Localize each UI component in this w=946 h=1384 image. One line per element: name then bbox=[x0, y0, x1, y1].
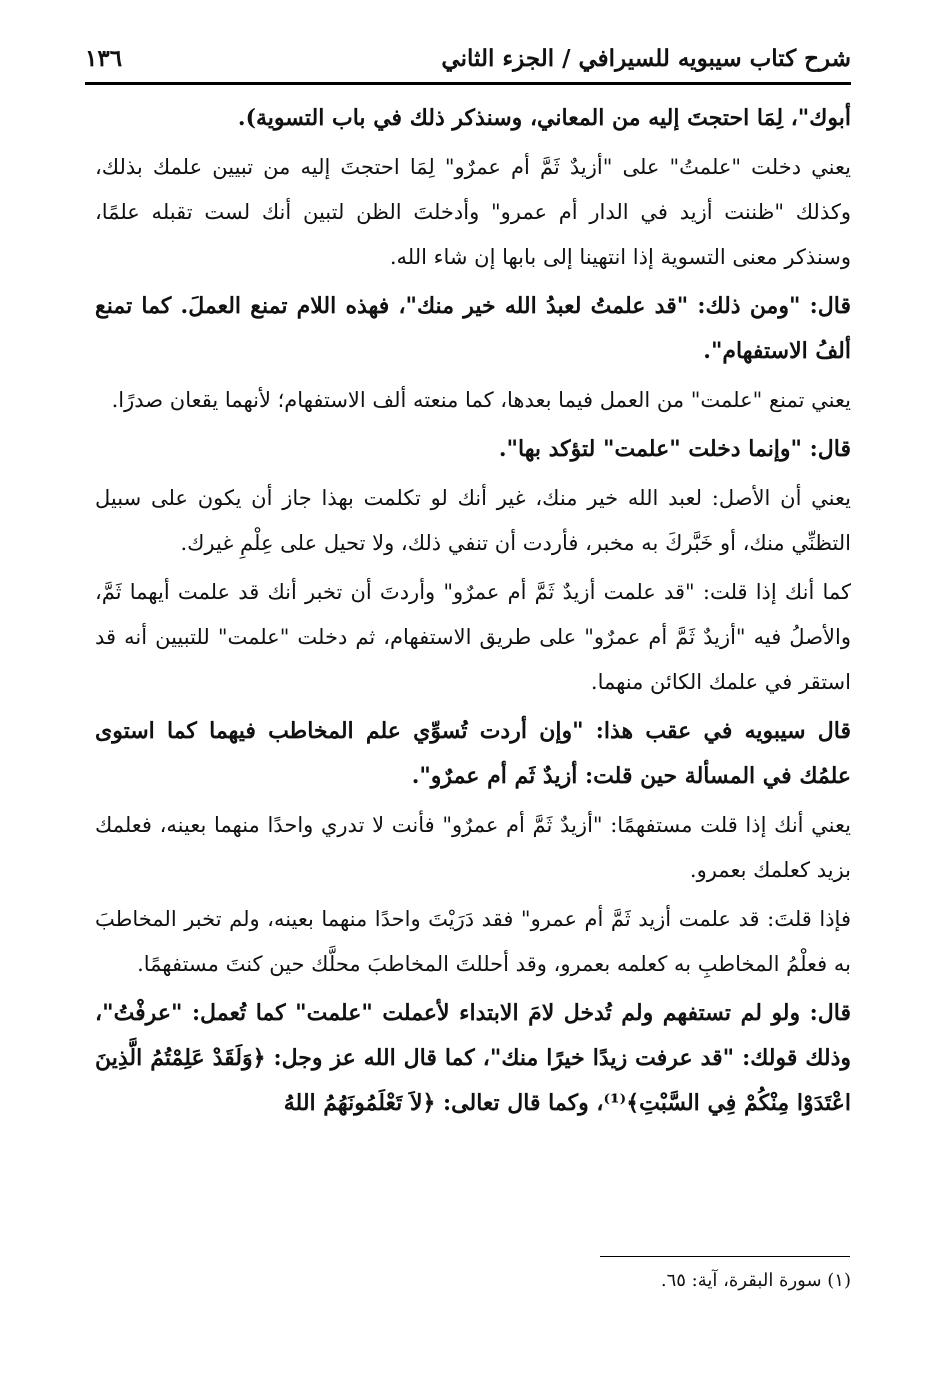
paragraph: يعني دخلت "علمتُ" على "أزيدٌ ثَمَّ أم عمرٌو" لِمَا احتجتَ إليه من تبيين علمك بذلك، وكذلك "ظننت أزيد في الدار أم عمرو" وأدخلتَ الظن لتبين أنك لست تقبله علمًا، وسنذكر معنى التسوية إذا انتهينا إلى بابها إن شاء الله. bbox=[95, 155, 851, 269]
paragraph: فإذا قلتَ: قد علمت أزيد ثَمَّ أم عمرو" فقد دَرَيْتَ واحدًا منهما بعينه، ولم تخبر المخاطبَ به فعلْمُ المخاطبِ به كعلمه بعمرو، وقد أحللتَ المخاطبَ محلَّك حين كنتَ مستفهمًا. bbox=[95, 907, 851, 976]
header-rule bbox=[85, 82, 851, 85]
paragraph: يعني أن الأصل: لعبد الله خير منك، غير أنك لو تكلمت بهذا جاز أن يكون على سبيل التظنِّي منك، أو خَبَّركَ به مخبر، فأردت أن تنفي ذلك، ولا تحيل على عِلْمِ غيرك. bbox=[95, 486, 851, 555]
paragraph: يعني أنك إذا قلت مستفهمًا: "أزيدٌ ثَمَّ أم عمرٌو" فأنت لا تدري واحدًا منهما بعينه، فعلمك بزيد كعلمك بعمرو. bbox=[95, 813, 851, 882]
page-number: ١٣٦ bbox=[85, 44, 123, 72]
running-header bbox=[85, 36, 851, 80]
paragraph: أبوك"، لِمَا احتجتَ إليه من المعاني، وسنذكر ذلك في باب التسوية). bbox=[237, 105, 851, 131]
paragraph: قال سيبويه في عقب هذا: "وإن أردت تُسوِّي علم المخاطب فيهما كما استوى علمُك في المسألة حين قلت: أزيدٌ ثَم أم عمرٌو". bbox=[95, 718, 851, 789]
running-title: شرح كتاب سيبويه للسيرافي / الجزء الثاني bbox=[441, 44, 851, 72]
page-body bbox=[95, 96, 851, 1236]
footnote: (١) سورة البقرة، آية: ٦٥. bbox=[660, 1270, 851, 1291]
paragraph: يعني تمنع "علمت" من العمل فيما بعدها، كما منعته ألف الاستفهام؛ لأنهما يقعان صدرًا. bbox=[111, 388, 851, 412]
paragraph: كما أنك إذا قلت: "قد علمت أزيدٌ ثَمَّ أم عمرٌو" وأردتَ أن تخبر أنك قد علمت أيهما ثَمَّ، والأصلُ فيه "أزيدٌ ثَمَّ أم عمرٌو" على طريق الاستفهام، ثم دخلت "علمت" للتبيين أنه قد استقر في علمك الكائن منهما. bbox=[95, 580, 851, 694]
paragraph: قال: "ومن ذلك: "قد علمتُ لعبدُ الله خير منك"، فهذه اللام تمنع العملَ. كما تمنع ألفُ الاستفهام". bbox=[95, 293, 851, 364]
paragraph: قال: "وإنما دخلت "علمت" لتؤكد بها". bbox=[498, 436, 851, 462]
footnote-rule bbox=[600, 1256, 850, 1257]
paragraph: قال: ولو لم تستفهم ولم تُدخل لامَ الابتداء لأعملت "علمت" كما تُعمل: "عرفْتُ"، وذلك قولك: "قد عرفت زيدًا خيرًا منك"، كما قال الله عز وجل: ﴿وَلَقَدْ عَلِمْتُمُ الَّذِينَ اعْتَدَوْا مِنْكُمْ فِي السَّبْتِ﴾⁽¹⁾، وكما قال تعالى: ﴿لاَ تَعْلَمُونَهُمُ اللهُ bbox=[95, 1000, 851, 1116]
